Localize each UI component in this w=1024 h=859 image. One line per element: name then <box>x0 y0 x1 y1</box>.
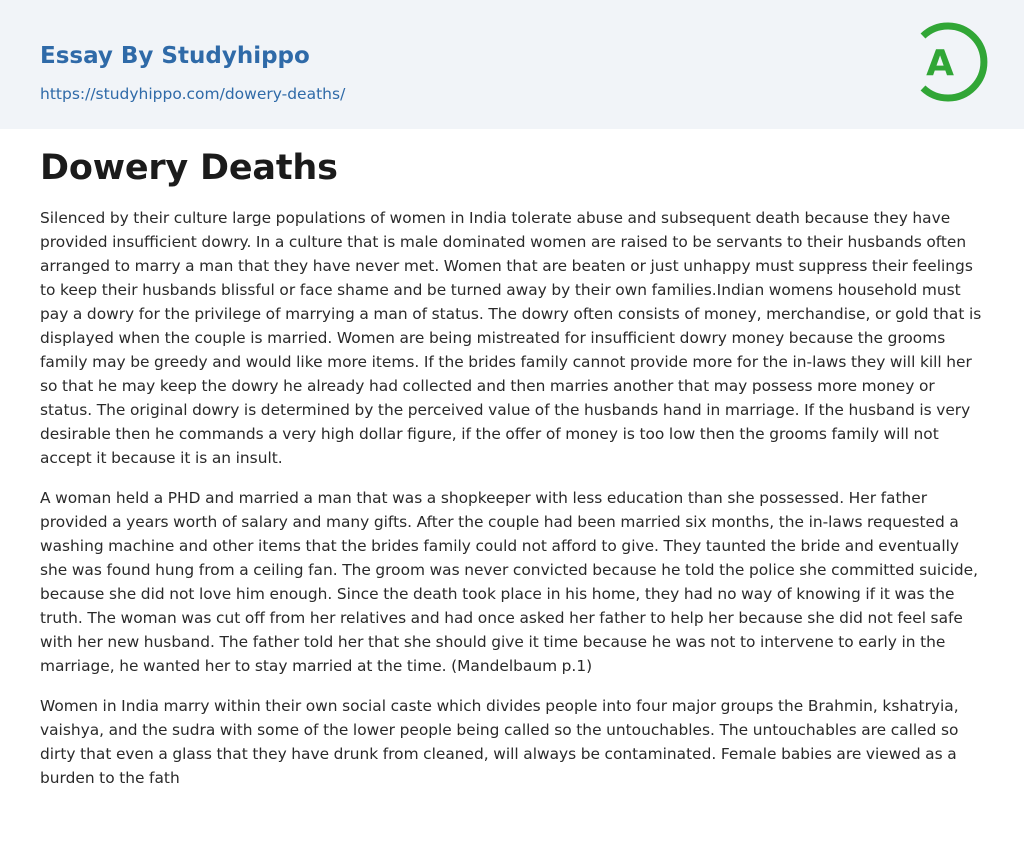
studyhippo-logo-icon[interactable] <box>910 18 988 106</box>
site-brand-title[interactable]: Essay By Studyhippo <box>40 43 310 69</box>
article <box>40 144 986 790</box>
article-paragraph-1: Silenced by their culture large populations of women in India tolerate abuse and subsequent death because they have provided insufficient dowry. In a culture that is male dominated women are raised to be servants to their husbands often arranged to marry a man that they have never met. Women that are beaten or just unhappy must suppress their feelings to keep their husbands blissful or face shame and be turned away by their own families.Indian womens household must pay a dowry for the privilege of marrying a man of status. The dowry often consists of money, merchandise, or gold that is displayed when the couple is married. Women are being mistreated for insufficient dowry money because the grooms family may be greedy and would like more items. If the brides family cannot provide more for the in-laws they will kill her so that he may keep the dowry he already had collected and then marries another that may possess more money or status. The original dowry is determined by the perceived value of the husbands hand in marriage. If the husband is very desirable then he commands a very high dollar figure, if the offer of money is too low then the grooms family will not accept it because it is an insult. <box>40 209 982 467</box>
article-paragraph-3: Women in India marry within their own social caste which divides people into four major groups the Brahmin, kshatryia, vaishya, and the sudra with some of the lower people being called so the untouchables. The untouchables are called so dirty that even a glass that they have drunk from cleaned, will always be contaminated. Female babies are viewed as a burden to the fath <box>40 697 959 787</box>
logo-letter: A <box>926 43 954 84</box>
article-paragraph-2: A woman held a PHD and married a man that was a shopkeeper with less education than she possessed. Her father provided a years worth of salary and many gifts. After the couple had been married six months, the in-laws requested a washing machine and other items that the brides family could not afford to give. They taunted the bride and eventually she was found hung from a ceiling fan. The groom was never convicted because he told the police she committed suicide, because she did not love him enough. Since the death took place in his home, they had no way of knowing if it was the truth. The woman was cut off from her relatives and had once asked her father to help her because she did not feel safe with her new husband. The father told her that she should give it time because he was not to intervene to early in the marriage, he wanted her to stay married at the time. (Mandelbaum p.1) <box>40 489 979 675</box>
site-header <box>0 0 1024 129</box>
page-url-link[interactable]: https://studyhippo.com/dowery-deaths/ <box>40 85 346 103</box>
article-title: Dowery Deaths <box>40 148 338 188</box>
